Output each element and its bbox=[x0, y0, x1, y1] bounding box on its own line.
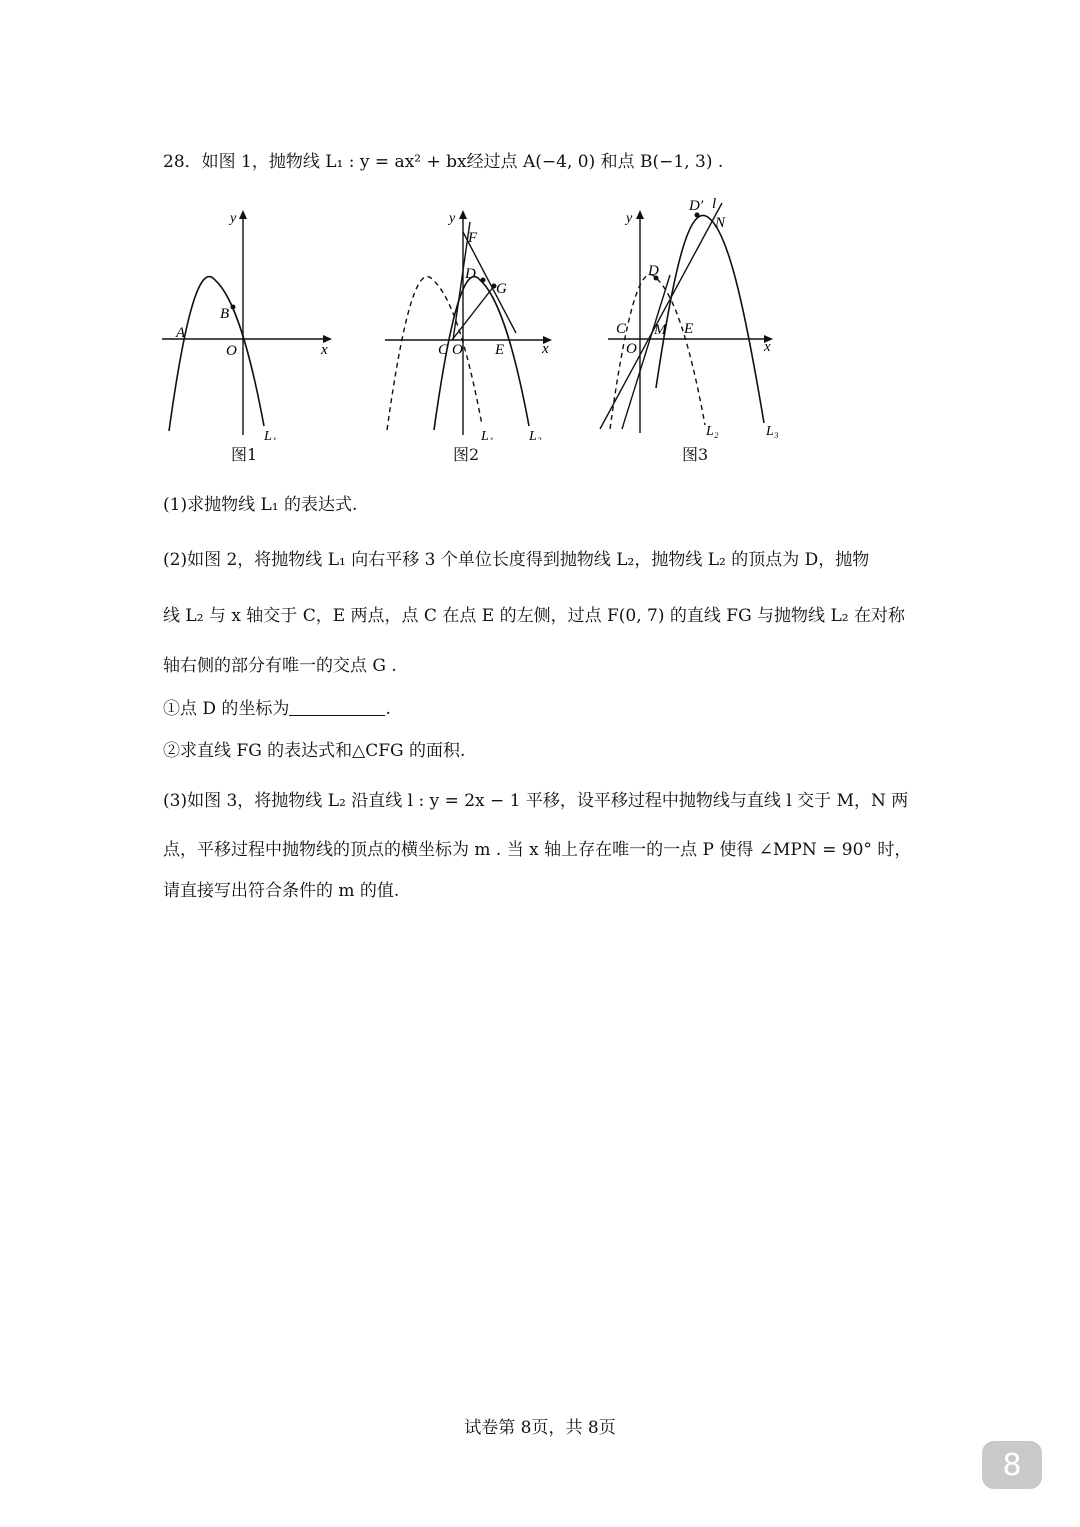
part-3-line-1: (3)如图 3，将抛物线 L₂ 沿直线 l : y = 2x − 1 平移，设平移过程中抛物线与直线 l 交于 M，N 两 bbox=[163, 791, 909, 811]
fig2-curve-l2-label: L₂ bbox=[529, 429, 542, 440]
answer-blank[interactable] bbox=[289, 701, 385, 716]
part-2-line-2: 线 L₂ 与 x 轴交于 C，E 两点，点 C 在点 E 的左侧，过点 F(0, 7) 的直线 FG 与抛物线 L₂ 在对称 bbox=[163, 606, 905, 626]
fig1-curve-l1-label: L₁ bbox=[264, 429, 277, 440]
sub-question-1-period: . bbox=[385, 699, 391, 719]
fig3-point-d-label: D bbox=[648, 263, 659, 279]
sub-question-1-text: ①点 D 的坐标为 bbox=[163, 699, 290, 719]
fig2-origin-label: O bbox=[452, 342, 463, 358]
fig3-x-label: x bbox=[764, 339, 771, 355]
fig1-y-label: y bbox=[230, 211, 237, 226]
fig3-point-n-label: N bbox=[715, 215, 726, 231]
fig2-point-g-label: G bbox=[496, 281, 507, 297]
fig3-point-e-label: E bbox=[684, 321, 694, 337]
fig2-point-e-label: E bbox=[495, 342, 505, 358]
part-2-line-3: 轴右侧的部分有唯一的交点 G . bbox=[163, 656, 397, 676]
fig3-origin-label: O bbox=[626, 341, 637, 357]
fig3-point-c-label: C bbox=[616, 321, 627, 337]
part-1: (1)求抛物线 L₁ 的表达式. bbox=[163, 495, 358, 515]
fig3-curve-l3-label: L₃ bbox=[766, 424, 779, 439]
page-number-badge: 8 bbox=[982, 1441, 1042, 1489]
page-footer: 试卷第 8页，共 8页 bbox=[464, 1418, 616, 1438]
part-3-line-3: 请直接写出符合条件的 m 的值. bbox=[163, 881, 400, 901]
fig3-y-label: y bbox=[626, 211, 633, 226]
figure-1 bbox=[160, 200, 340, 444]
fig2-point-d-label: D bbox=[465, 266, 476, 282]
fig2-y-label: y bbox=[449, 211, 456, 226]
question-line-1 bbox=[163, 147, 723, 172]
fig2-point-f-label: F bbox=[468, 230, 478, 246]
figure-1-caption: 图1 bbox=[231, 445, 258, 464]
question-number: 28． bbox=[163, 152, 202, 172]
fig2-x-label: x bbox=[542, 341, 549, 357]
fig1-point-a-label: A bbox=[176, 325, 186, 341]
fig2-point-c-label: C bbox=[438, 342, 449, 358]
fig1-origin-label: O bbox=[226, 343, 237, 359]
fig1-x-label: x bbox=[321, 342, 328, 358]
sub-question-2: ②求直线 FG 的表达式和△CFG 的面积. bbox=[163, 741, 466, 761]
fig1-point-b-label: B bbox=[220, 306, 230, 322]
fig3-curve-l2-label: L₂ bbox=[706, 424, 719, 439]
fig3-line-l-label: l bbox=[712, 196, 717, 212]
part-3-line-2: 点，平移过程中抛物线的顶点的横坐标为 m . 当 x 轴上存在唯一的一点 P 使得 ∠MPN = 90° 时， bbox=[163, 840, 912, 860]
sub-question-1 bbox=[163, 694, 391, 719]
figure-3-caption: 图3 bbox=[682, 445, 709, 464]
fig3-point-m-label: M bbox=[654, 322, 667, 338]
figure-2-caption: 图2 bbox=[453, 445, 480, 464]
fig3-point-d-prime-label: D′ bbox=[689, 198, 704, 214]
question-stem: 如图 1，抛物线 L₁ : y = ax² + bx经过点 A(−4, 0) 和点 B(−1, 3) . bbox=[201, 152, 724, 172]
part-2-line-1: (2)如图 2，将抛物线 L₁ 向右平移 3 个单位长度得到抛物线 L₂，抛物线 L₂ 的顶点为 D，抛物 bbox=[163, 550, 870, 570]
fig2-curve-l1-label: L₁ bbox=[481, 429, 494, 440]
figure-2 bbox=[383, 200, 563, 444]
figure-3 bbox=[598, 193, 788, 447]
